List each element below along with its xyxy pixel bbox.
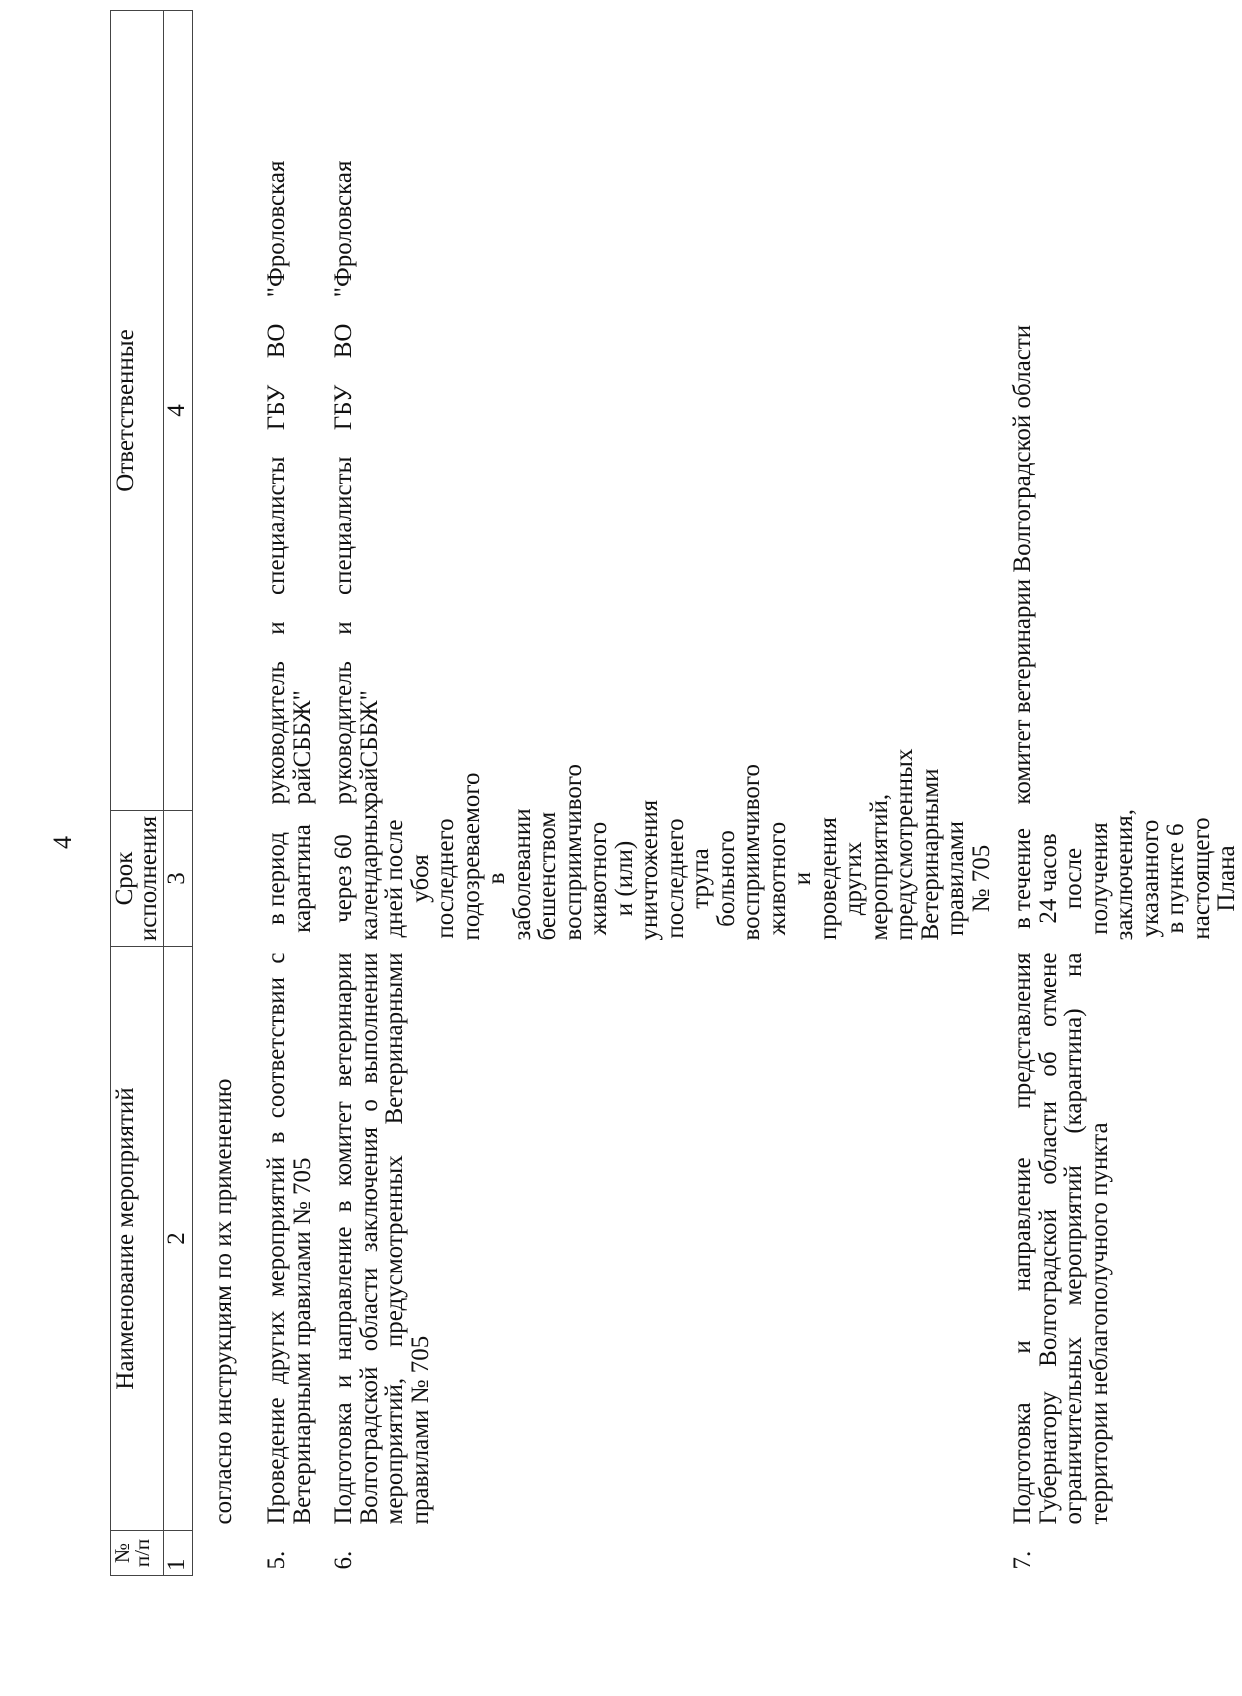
measures-table [110, 10, 1242, 1576]
table-header-row [111, 11, 164, 1576]
header-number: № п/п [111, 1531, 164, 1576]
table-row [192, 11, 250, 1576]
table-row [317, 11, 996, 1576]
table-row [250, 11, 317, 1576]
column-number: 4 [163, 11, 192, 811]
column-number: 3 [163, 811, 192, 947]
header-measures: Наименование мероприятий [111, 947, 164, 1531]
measure-name: Проведение других мероприятий в соответствии с Ветеринарными правилами № 705 [263, 952, 316, 1525]
row-number: 5. [263, 1550, 290, 1570]
measure-responsible: руководитель и специалисты ГБУ ВО "Фроловская райСББЖ" [330, 160, 383, 805]
measure-deadline: через 60 календарных дней после убоя последнего подозреваемого в заболевании бешенством восприимчивого животного и (или) уничтожения последнего трупа больного восприимчивого животного и проведения других мероприятий, предусмотренных Ветеринарными правилами № 705 [330, 748, 995, 941]
measure-deadline: в период карантина [263, 824, 316, 933]
header-responsible: Ответственные [111, 11, 164, 811]
header-deadline: Срок исполнения [111, 811, 164, 947]
continuation-text: согласно инструкциям по их применению [209, 1078, 237, 1525]
row-number: 7. [1009, 1550, 1036, 1570]
measure-responsible: руководитель и специалисты ГБУ ВО "Фроловская райСББЖ" [263, 160, 316, 805]
column-number: 1 [163, 1531, 192, 1576]
measure-name: Подготовка и направление представления Губернатору Волгоградской области об отмене ограничительных мероприятий (карантина) на территории неблагополучного пункта [1009, 952, 1113, 1525]
measure-responsible: комитет ветеринарии Волгоградской области [1009, 324, 1036, 805]
column-numbers-row [163, 11, 192, 1576]
row-number: 6. [330, 1550, 357, 1570]
table-row [996, 11, 1242, 1576]
measure-deadline: в течение 24 часов после получения заключения, указанного в пункте 6 настоящего Плана [1009, 809, 1240, 941]
column-number: 2 [163, 947, 192, 1531]
measure-name: Подготовка и направление в комитет ветеринарии Волгоградской области заключения о выполнении мероприятий, предусмотренных Ветеринарными правилами № 705 [330, 952, 434, 1525]
page-number: 4 [48, 836, 77, 849]
